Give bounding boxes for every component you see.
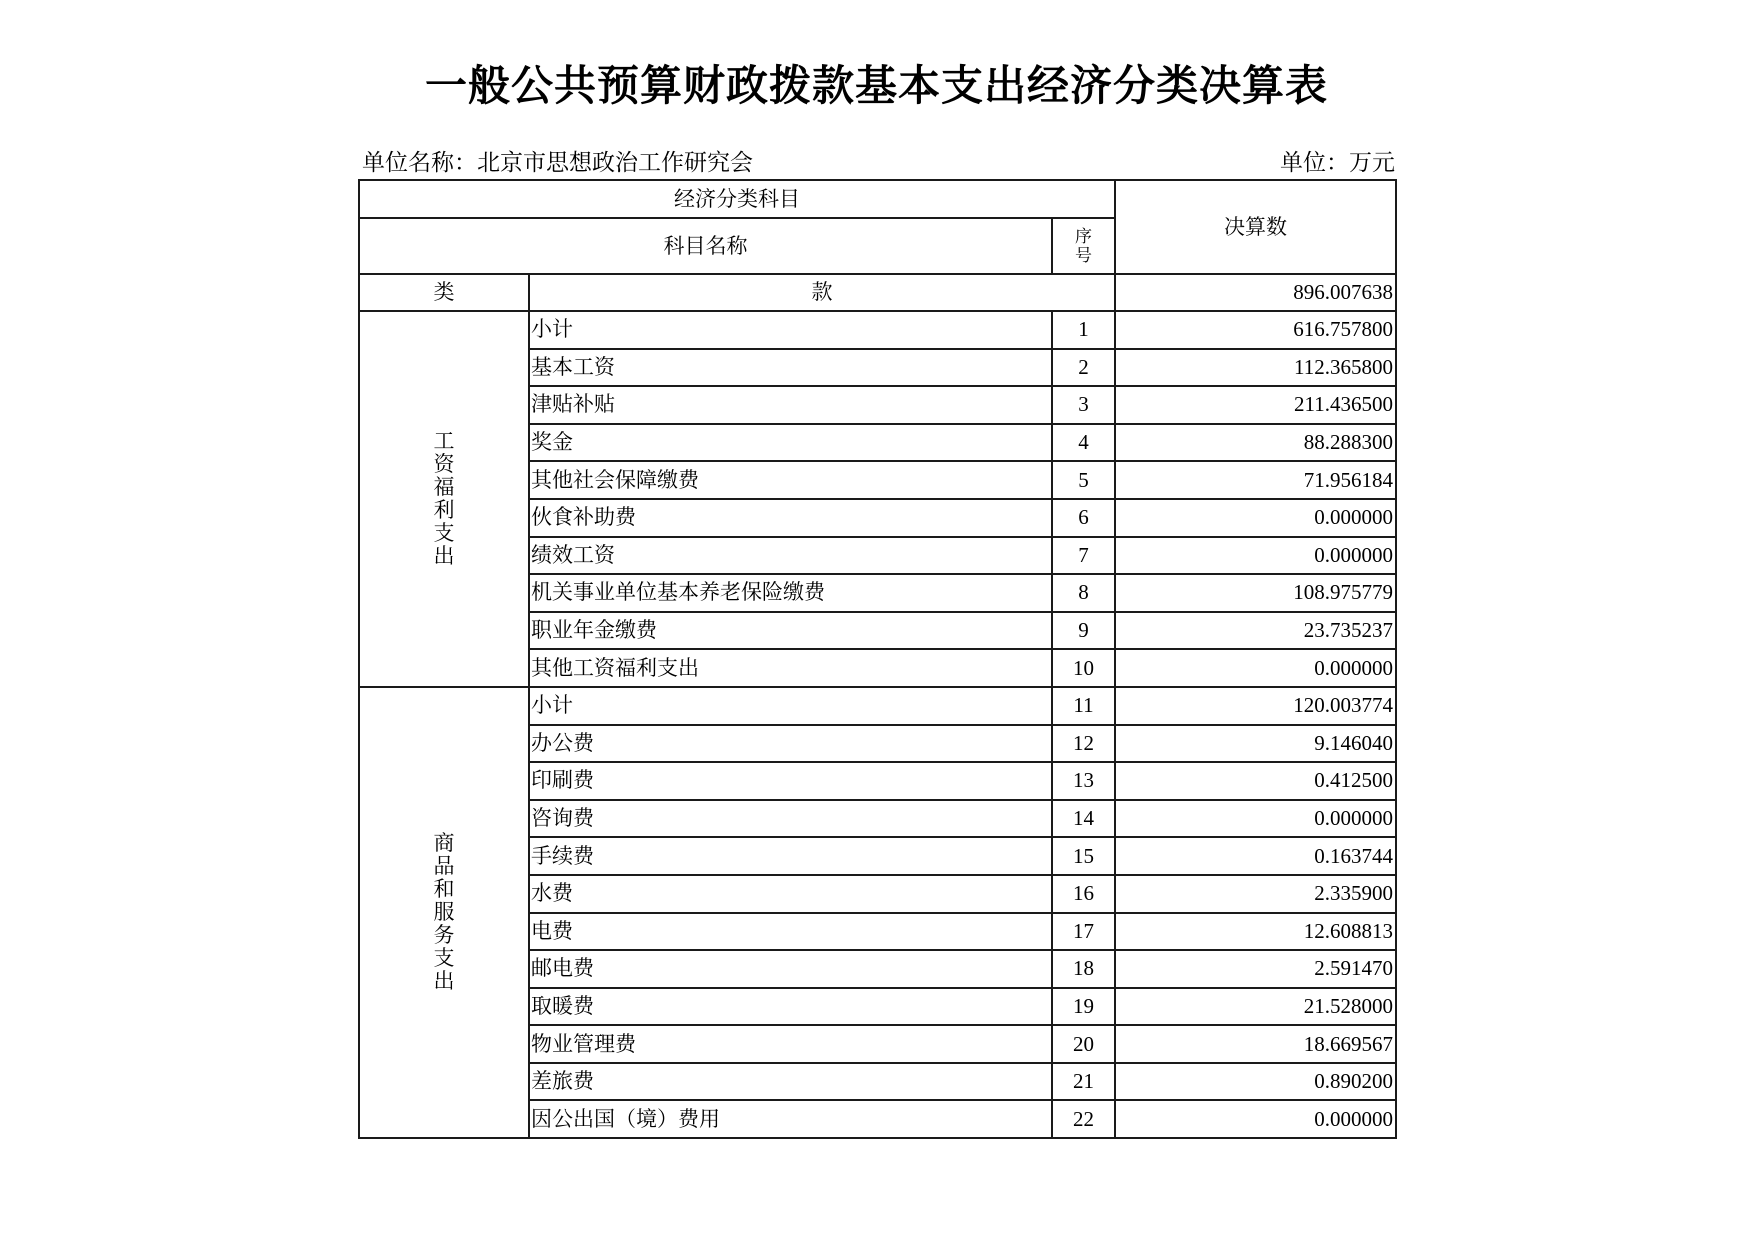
- item-name: 职业年金缴费: [529, 612, 1052, 650]
- item-name: 津贴补贴: [529, 386, 1052, 424]
- item-value: 0.890200: [1115, 1063, 1396, 1101]
- item-name: 伙食补助费: [529, 499, 1052, 537]
- item-name: 小计: [529, 687, 1052, 725]
- item-name: 机关事业单位基本养老保险缴费: [529, 574, 1052, 612]
- item-name: 电费: [529, 913, 1052, 951]
- item-seq: 7: [1052, 537, 1115, 575]
- item-name: 手续费: [529, 837, 1052, 875]
- item-seq: 19: [1052, 988, 1115, 1026]
- category-cell: [359, 687, 529, 1138]
- item-value: 0.000000: [1115, 537, 1396, 575]
- item-seq: 5: [1052, 461, 1115, 499]
- page-title: 一般公共预算财政拨款基本支出经济分类决算表: [424, 61, 1328, 110]
- item-value: 88.288300: [1115, 424, 1396, 462]
- header-item: 款: [529, 274, 1115, 311]
- header-econ-class: 经济分类科目: [359, 180, 1115, 218]
- item-seq: 11: [1052, 687, 1115, 725]
- item-seq: 1: [1052, 311, 1115, 349]
- item-name: 因公出国（境）费用: [529, 1100, 1052, 1138]
- item-value: 120.003774: [1115, 687, 1396, 725]
- item-name: 水费: [529, 875, 1052, 913]
- item-name: 小计: [529, 311, 1052, 349]
- item-value: 21.528000: [1115, 988, 1396, 1026]
- item-seq: 9: [1052, 612, 1115, 650]
- item-name: 印刷费: [529, 762, 1052, 800]
- item-name: 物业管理费: [529, 1025, 1052, 1063]
- item-name: 其他工资福利支出: [529, 649, 1052, 687]
- item-name: 差旅费: [529, 1063, 1052, 1101]
- item-seq: 2: [1052, 349, 1115, 387]
- item-seq: 17: [1052, 913, 1115, 951]
- item-value: 23.735237: [1115, 612, 1396, 650]
- header-category: 类: [359, 274, 529, 311]
- item-value: 2.591470: [1115, 950, 1396, 988]
- item-seq: 15: [1052, 837, 1115, 875]
- item-value: 18.669567: [1115, 1025, 1396, 1063]
- category-label: 商品和服务支出: [433, 831, 455, 993]
- category-cell: [359, 311, 529, 687]
- item-name: 奖金: [529, 424, 1052, 462]
- header-seq: [1052, 218, 1115, 274]
- table-row: [359, 687, 1396, 725]
- item-name: 绩效工资: [529, 537, 1052, 575]
- item-name: 邮电费: [529, 950, 1052, 988]
- item-name: 咨询费: [529, 800, 1052, 838]
- table-row: [359, 311, 1396, 349]
- header-final-amount: 决算数: [1115, 180, 1396, 274]
- item-seq: 8: [1052, 574, 1115, 612]
- item-seq: 22: [1052, 1100, 1115, 1138]
- header-seq-label: 序号: [1075, 227, 1093, 265]
- budget-table: [358, 179, 1397, 1139]
- item-value: 112.365800: [1115, 349, 1396, 387]
- item-name: 办公费: [529, 725, 1052, 763]
- item-seq: 18: [1052, 950, 1115, 988]
- header-row-econ-class: [359, 180, 1396, 218]
- category-label: 工资福利支出: [433, 428, 455, 568]
- item-seq: 21: [1052, 1063, 1115, 1101]
- item-seq: 6: [1052, 499, 1115, 537]
- unit-name-label: 单位名称：北京市思想政治工作研究会: [362, 150, 753, 175]
- header-subject-name: 科目名称: [359, 218, 1052, 274]
- item-value: 0.000000: [1115, 1100, 1396, 1138]
- item-value: 0.000000: [1115, 649, 1396, 687]
- item-value: 0.000000: [1115, 499, 1396, 537]
- item-seq: 12: [1052, 725, 1115, 763]
- item-value: 211.436500: [1115, 386, 1396, 424]
- item-name: 取暖费: [529, 988, 1052, 1026]
- item-value: 9.146040: [1115, 725, 1396, 763]
- item-value: 0.412500: [1115, 762, 1396, 800]
- item-value: 108.975779: [1115, 574, 1396, 612]
- item-value: 12.608813: [1115, 913, 1396, 951]
- unit-label: 单位：万元: [1280, 150, 1395, 175]
- item-name: 基本工资: [529, 349, 1052, 387]
- item-value: 0.000000: [1115, 800, 1396, 838]
- item-seq: 16: [1052, 875, 1115, 913]
- item-value: 2.335900: [1115, 875, 1396, 913]
- total-value: 896.007638: [1115, 274, 1396, 311]
- item-value: 71.956184: [1115, 461, 1396, 499]
- item-seq: 20: [1052, 1025, 1115, 1063]
- item-seq: 4: [1052, 424, 1115, 462]
- item-name: 其他社会保障缴费: [529, 461, 1052, 499]
- item-seq: 10: [1052, 649, 1115, 687]
- item-value: 616.757800: [1115, 311, 1396, 349]
- item-seq: 13: [1052, 762, 1115, 800]
- item-seq: 3: [1052, 386, 1115, 424]
- header-row-category: [359, 274, 1396, 311]
- item-value: 0.163744: [1115, 837, 1396, 875]
- item-seq: 14: [1052, 800, 1115, 838]
